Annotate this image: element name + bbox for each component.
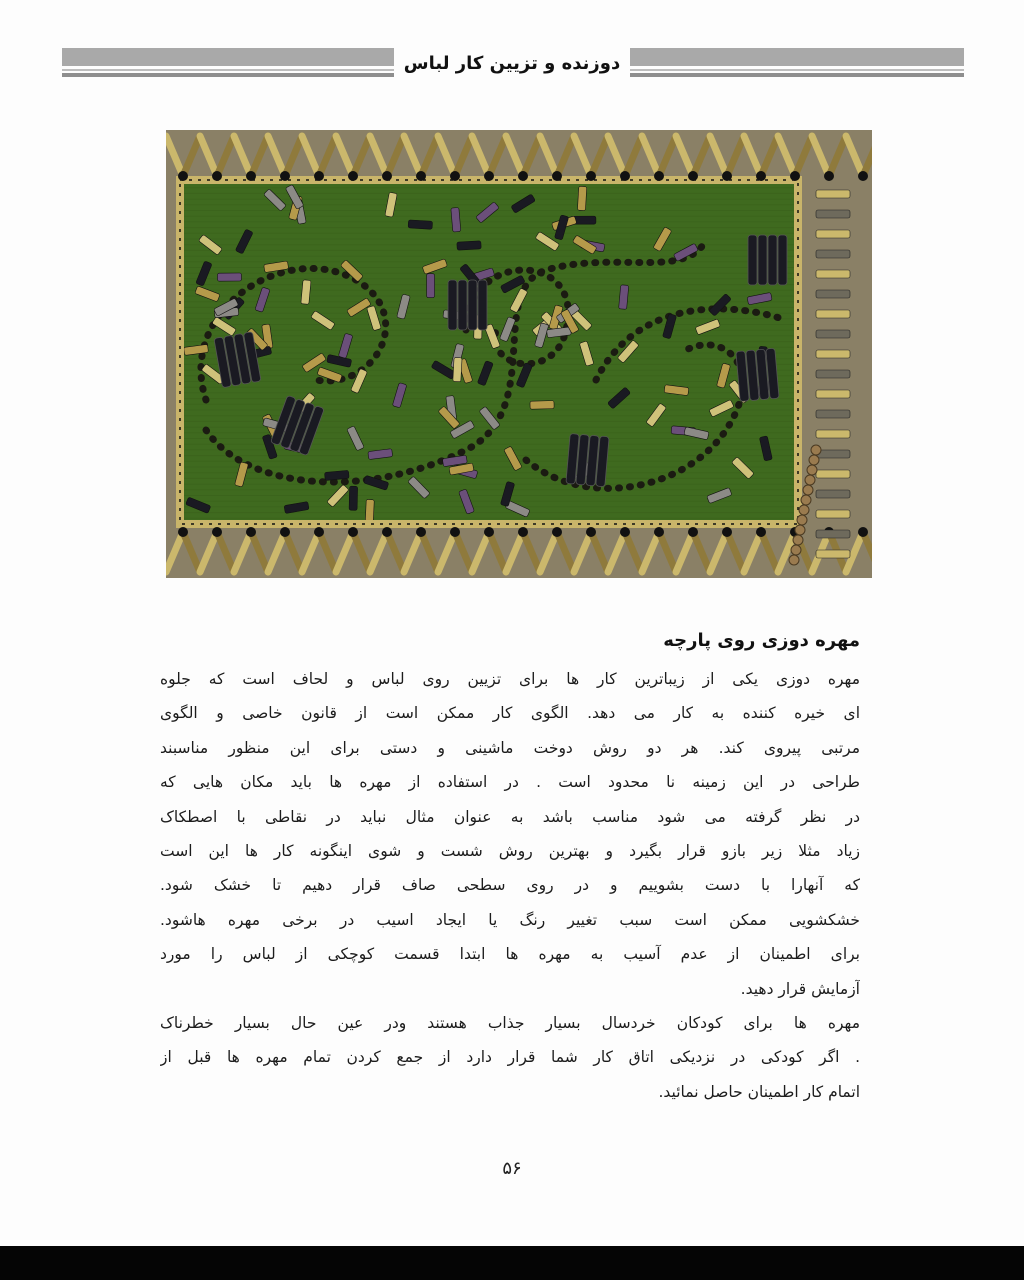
section-heading: مهره دوزی روی پارچه [663,630,860,651]
text-line: اتمام کار اطمینان حاصل نمائید. [658,1082,860,1101]
body-paragraph [160,662,860,1109]
text-line: . اگر کودکی در نزدیکی اتاق کار شما قرار دارد از جمع کردن تمام مهره ها قبل از [160,1048,860,1067]
text-line: مرتبی پیروی کند. هر دو روش دوخت ماشینی و دستی برای این منظور مناسبند [160,738,860,757]
header-rule-left [62,48,394,78]
running-header-title: دوزنده و تزیین کار لباس [403,53,621,74]
text-line: برای اطمینان از عدم آسیب به مهره ها ابتدا قسمت کوچکی از لباس را مورد [160,945,860,964]
text-line: خشکشویی ممکن است سبب تغییر رنگ یا ایجاد اسیب در برخی مهره هاشود. [160,910,860,929]
page-number: ۵۶ [502,1158,522,1179]
text-line: زیاد مثلا زیر بازو قرار بگیرد و بهترین روش شست و شوی اینگونه کار ها این است [160,841,860,860]
text-line: طراحی در این زمینه نا محدود است . در استفاده از مهره ها باید مکان هایی که [160,773,860,792]
text-line: مهره دوزی یکی از زیباترین کار ها برای تزیین روی لباس و لحاف است که جلوه [160,670,860,688]
beaded-embroidery-photo [166,130,872,578]
text-line: مهره ها برای کودکان خردسال بسیار جذاب هستند ودر عین حال بسیار خطرناک [160,1013,860,1032]
text-line: آزمایش قرار دهید. [740,979,860,998]
text-line: که آنهارا با دست بشوییم و در روی سطحی صاف قرار دهیم تا خشک شود. [160,876,860,895]
bottom-black-bar [0,1246,1024,1280]
header-rule-right [630,48,964,78]
text-line: ای خیره کننده به کار می دهد. الگوی کار ممکن است از قانون خاصی و الگوی [160,704,860,723]
text-line: در نظر گرفته می شود مناسب باشد به عنوان مثال نباید در نقاطی با اصطکاک [160,807,860,826]
